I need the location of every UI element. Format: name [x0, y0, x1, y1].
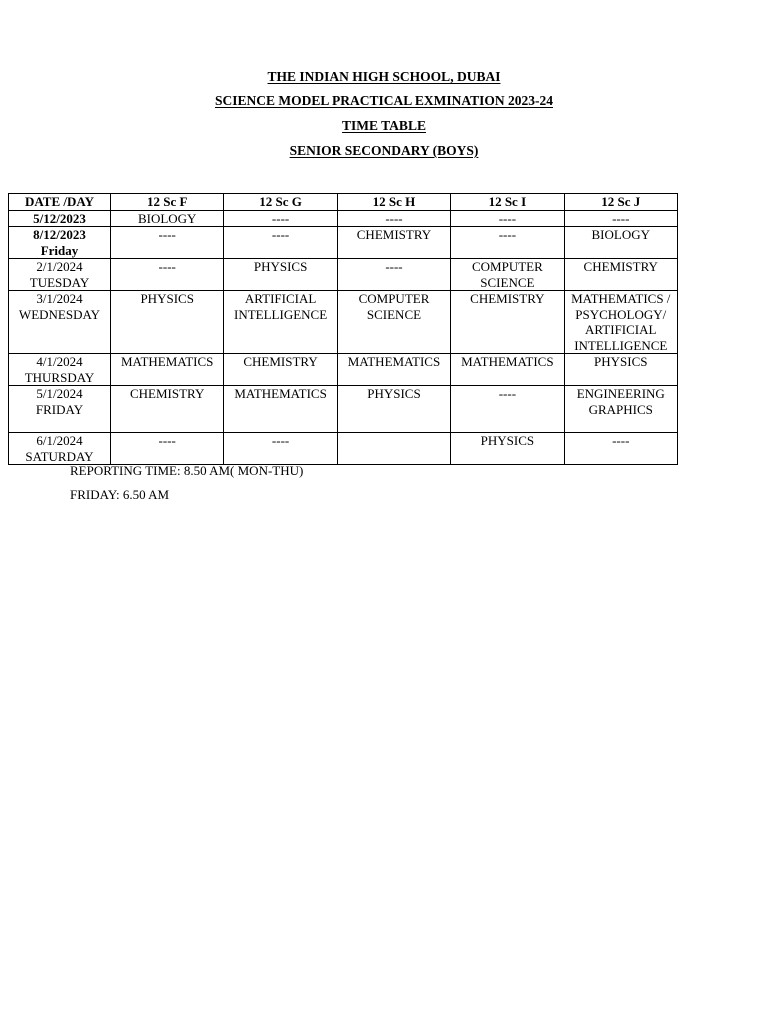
friday-reporting-note: FRIDAY: 6.50 AM [70, 487, 170, 502]
exam-cell: ---- [111, 227, 224, 259]
date-cell [9, 386, 111, 433]
table-row [9, 433, 678, 465]
header-row [9, 194, 678, 211]
exam-cell: CHEMISTRY [224, 354, 337, 386]
date-text: 5/12/2023 [33, 210, 86, 226]
day-text: SATURDAY [25, 448, 94, 464]
day-text: Friday [40, 242, 79, 258]
exam-cell: ENGINEERING GRAPHICS [564, 386, 677, 433]
exam-cell: ARTIFICIAL INTELLIGENCE [224, 291, 337, 354]
column-header-12-sc-i: 12 Sc I [451, 194, 564, 211]
table-row [9, 354, 678, 386]
exam-cell: ---- [451, 210, 564, 227]
column-header-12-sc-f: 12 Sc F [111, 194, 224, 211]
table-row [9, 386, 678, 433]
date-cell [9, 354, 111, 386]
column-header-12-sc-g: 12 Sc G [224, 194, 337, 211]
exam-cell: PHYSICS [564, 354, 677, 386]
exam-cell: ---- [451, 227, 564, 259]
day-text: TUESDAY [29, 274, 90, 290]
exam-cell: ---- [224, 433, 337, 465]
exam-cell: CHEMISTRY [111, 386, 224, 433]
exam-cell: CHEMISTRY [337, 227, 450, 259]
exam-cell: ---- [337, 210, 450, 227]
exam-cell: MATHEMATICS [451, 354, 564, 386]
exam-cell [337, 433, 450, 465]
exam-cell: ---- [111, 433, 224, 465]
exam-title-heading: SCIENCE MODEL PRACTICAL EXMINATION 2023-24 [214, 93, 554, 108]
date-cell [9, 259, 111, 291]
table-row [9, 291, 678, 354]
exam-cell: MATHEMATICS [337, 354, 450, 386]
date-text: 5/1/2024 [36, 386, 83, 401]
exam-cell: MATHEMATICS / PSYCHOLOGY/ ARTIFICIAL INTELLIGENCE [564, 291, 677, 354]
date-text: 6/1/2024 [36, 433, 83, 448]
date-text: 4/1/2024 [36, 354, 83, 369]
exam-cell: PHYSICS [224, 259, 337, 291]
exam-cell: ---- [564, 433, 677, 465]
exam-cell: ---- [337, 259, 450, 291]
exam-cell: COMPUTER SCIENCE [337, 291, 450, 354]
column-header-12-sc-j: 12 Sc J [564, 194, 677, 211]
exam-cell: PHYSICS [337, 386, 450, 433]
exam-cell: COMPUTER SCIENCE [451, 259, 564, 291]
column-header-12-sc-h: 12 Sc H [337, 194, 450, 211]
reporting-time-note: REPORTING TIME: 8.50 AM( MON-THU) [70, 463, 304, 478]
date-text: 8/12/2023 [33, 227, 86, 242]
exam-cell: MATHEMATICS [111, 354, 224, 386]
school-name-heading: THE INDIAN HIGH SCHOOL, DUBAI [267, 69, 501, 84]
day-text: FRIDAY [35, 401, 84, 417]
exam-cell: ---- [564, 210, 677, 227]
exam-cell: CHEMISTRY [451, 291, 564, 354]
table-row [9, 259, 678, 291]
date-cell [9, 227, 111, 259]
date-text: 3/1/2024 [36, 291, 83, 306]
column-header-date: DATE /DAY [9, 194, 111, 211]
date-cell [9, 291, 111, 354]
exam-cell: PHYSICS [111, 291, 224, 354]
day-text: WEDNESDAY [18, 306, 101, 322]
exam-cell: ---- [224, 227, 337, 259]
exam-cell: BIOLOGY [111, 210, 224, 227]
exam-cell: ---- [451, 386, 564, 433]
exam-cell: PHYSICS [451, 433, 564, 465]
date-cell [9, 433, 111, 465]
exam-cell: MATHEMATICS [224, 386, 337, 433]
exam-cell: CHEMISTRY [564, 259, 677, 291]
time-table-heading: TIME TABLE [342, 118, 426, 133]
day-text: THURSDAY [24, 369, 95, 385]
exam-cell: ---- [224, 210, 337, 227]
exam-cell: ---- [111, 259, 224, 291]
section-heading: SENIOR SECONDARY (BOYS) [289, 143, 479, 158]
table-row [9, 210, 678, 227]
date-text: 2/1/2024 [36, 259, 83, 274]
exam-timetable [8, 193, 678, 465]
exam-cell: BIOLOGY [564, 227, 677, 259]
table-row [9, 227, 678, 259]
date-cell [9, 210, 111, 227]
